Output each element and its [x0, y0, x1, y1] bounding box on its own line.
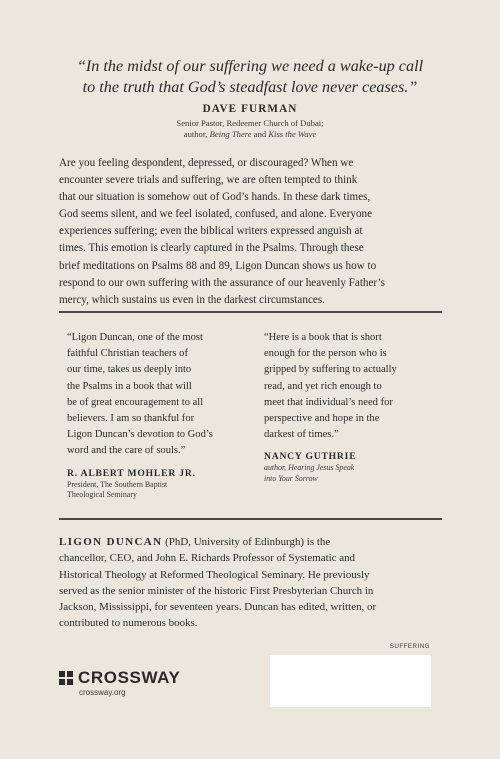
endorsement-mohler	[67, 330, 245, 501]
cred-line: Senior Pastor, Redeemer Church of Dubai;	[176, 118, 324, 128]
endorse-line: faithful Christian teachers of	[67, 348, 188, 360]
top-endorsement-author: DAVE FURMAN	[202, 103, 298, 115]
blurb-line: mercy, which sustains us even in the darkest circumstances.	[59, 293, 325, 306]
bio-line: served as the senior minister of the historic First Presbyterian Church in	[59, 584, 374, 597]
bio-line	[59, 534, 444, 550]
endorser-cred: President, The Southern Baptist	[67, 479, 168, 489]
blurb-line: God seems silent, and we feel isolated, confused, and alone. Everyone	[59, 208, 373, 221]
bio-line: chancellor, CEO, and John E. Richards Professor of Systematic and	[59, 552, 356, 565]
divider-top	[59, 311, 442, 313]
bio-line: contributed to numerous books.	[59, 617, 198, 630]
blurb-line: that our situation is somehow out of God’s hands. In these dark times,	[59, 191, 371, 204]
top-endorsement-credentials	[40, 118, 460, 140]
blurb-line: encounter severe trials and suffering, we are often tempted to think	[59, 174, 358, 187]
publisher-logo	[59, 668, 180, 688]
endorse-line: meet that individual’s need for	[264, 396, 393, 408]
endorser-cred: author, Hearing Jesus Speak	[264, 463, 355, 473]
author-bio	[59, 534, 444, 632]
endorse-line: our time, takes us deeply into	[67, 364, 192, 376]
author-name: LIGON DUNCAN	[59, 536, 163, 548]
quote-line: “In the midst of our suffering we need a wake-up call	[76, 57, 424, 75]
bio-text: (PhD, University of Edinburgh) is the	[162, 536, 331, 548]
endorser-name: R. ALBERT MOHLER JR.	[67, 467, 196, 479]
endorse-line: the Psalms in a book that will	[67, 380, 192, 392]
endorse-line: darkest of times.”	[264, 429, 339, 441]
blurb-line: times. This emotion is clearly captured in the Psalms. Through these	[59, 242, 364, 255]
blurb-line: respond to our own suffering with the assurance of our heavenly Father’s	[59, 276, 385, 289]
cred-book-title: Kiss the Wave	[268, 129, 317, 139]
cred-prefix: author,	[183, 129, 210, 139]
endorse-line: gripped by suffering to actually	[264, 364, 397, 376]
blurb-line: experiences suffering; even the biblical writers expressed anguish at	[59, 225, 363, 238]
cred-book-title: Being There	[209, 129, 252, 139]
crossway-squares-icon	[59, 671, 73, 685]
barcode-area	[270, 655, 431, 707]
divider-bottom	[59, 518, 442, 520]
endorse-line: word and the care of souls.”	[67, 445, 186, 457]
category-label: SUFFERING	[389, 643, 430, 650]
book-description	[59, 155, 449, 309]
endorse-line: believers. I am so thankful for	[67, 413, 195, 425]
bio-line: Historical Theology at Reformed Theological Seminary. He previously	[59, 568, 370, 581]
blurb-line: brief meditations on Psalms 88 and 89, Ligon Duncan shows us how to	[59, 259, 377, 272]
endorse-line: “Here is a book that is short	[264, 332, 382, 343]
bio-line: Jackson, Mississippi, for seventeen years. Duncan has edited, written, or	[59, 601, 377, 614]
endorsement-guthrie	[264, 330, 442, 484]
cred-line	[40, 129, 460, 140]
publisher-name: CROSSWAY	[78, 668, 181, 687]
endorse-line: “Ligon Duncan, one of the most	[67, 332, 203, 343]
endorse-line: Ligon Duncan’s devotion to God’s	[67, 429, 213, 441]
top-endorsement-quote	[40, 56, 460, 98]
blurb-line: Are you feeling despondent, depressed, or discouraged? When we	[59, 157, 354, 169]
cred-and: and	[251, 129, 269, 139]
endorse-line: be of great encouragement to all	[67, 396, 204, 408]
quote-line: to the truth that God’s steadfast love never ceases.”	[82, 78, 418, 96]
endorse-line: perspective and hope in the	[264, 413, 380, 425]
endorser-cred: into Your Sorrow	[264, 473, 318, 483]
publisher-url: crossway.org	[79, 688, 126, 697]
endorse-line: read, and yet rich enough to	[264, 380, 382, 392]
endorse-line: enough for the person who is	[264, 348, 387, 360]
endorser-cred: Theological Seminary	[67, 490, 137, 500]
endorser-name: NANCY GUTHRIE	[264, 451, 357, 463]
